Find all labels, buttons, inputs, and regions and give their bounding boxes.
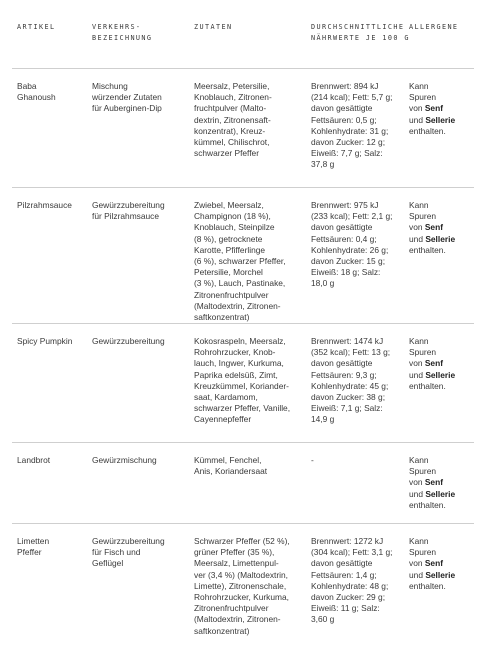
allergen-text: und — [409, 233, 423, 244]
table-row — [12, 324, 474, 443]
cell-artikel: Limetten Pfeffer — [17, 536, 50, 558]
allergen-text: und — [409, 488, 423, 499]
cell-artikel: Spicy Pumpkin — [17, 336, 73, 346]
allergen-text: und — [409, 569, 423, 580]
allergen-sellerie: Sellerie — [425, 114, 456, 125]
header-naehrwerte: DURCHSCHNITTLICHE NÄHRWERTE JE 100 G — [311, 23, 410, 42]
cell-zutaten: Meersalz, Petersilie, Knoblauch, Zitronen- fruchtpulver (Malto- dextrin, Zitronensaft- konzentrat), Kreuz- kümmel, Chilischrot, schwarzer Pfeffer — [194, 81, 272, 159]
cell-allergene — [409, 81, 471, 137]
allergen-senf: Senf — [424, 477, 443, 488]
allergen-sellerie: Sellerie — [425, 369, 456, 380]
allergen-senf: Senf — [424, 103, 443, 114]
allergen-text: und — [409, 114, 423, 125]
table-row — [12, 443, 474, 524]
cell-naehrwerte: Brennwert: 1474 kJ (352 kcal); Fett: 13 g; davon gesättigte Fettsäuren: 9,3 g; Kohlenhydrate: 45 g; davon Zucker: 38 g; Eiweiß: 7,1 g; Salz: 14,9 g — [311, 336, 391, 425]
cell-artikel: Pilzrahmsauce — [17, 200, 72, 210]
allergen-senf: Senf — [424, 222, 443, 233]
header-allergene: ALLERGENE — [409, 23, 459, 31]
cell-artikel: Landbrot — [17, 455, 51, 465]
allergen-text: Kann Spuren von — [409, 536, 437, 569]
cell-allergene — [409, 536, 471, 592]
allergen-text: Kann Spuren von — [409, 455, 437, 488]
header-verkehrsbezeichnung: VERKEHRS- BEZEICHNUNG — [92, 23, 153, 42]
cell-allergene — [409, 455, 471, 511]
cell-bezeichnung: Gewürzmischung — [92, 455, 157, 465]
cell-allergene — [409, 200, 471, 256]
allergen-sellerie: Sellerie — [425, 488, 456, 499]
allergen-senf: Senf — [424, 558, 443, 569]
cell-zutaten: Kokosraspeln, Meersalz, Rohrohrzucker, Knob- lauch, Ingwer, Kurkuma, Paprika edelsüß, Zimt, Kreuzkümmel, Koriander- saat, Kardamom, schwarzer Pfeffer, Vanille, Cayennepfeffer — [194, 336, 291, 425]
cell-allergene — [409, 336, 471, 392]
allergen-text: enthalten. — [409, 499, 446, 510]
allergen-text: Kann Spuren von — [409, 336, 437, 369]
cell-zutaten: Kümmel, Fenchel, Anis, Koriandersaat — [194, 455, 268, 477]
cell-naehrwerte: Brennwert: 1272 kJ (304 kcal); Fett: 3,1 g; davon gesättigte Fettsäuren: 1,4 g; Kohlenhydrate: 48 g; davon Zucker: 29 g; Eiweiß: 11 g; Salz: 3,60 g — [311, 536, 393, 625]
cell-bezeichnung: Gewürzzubereitung für Fisch und Geflügel — [92, 536, 165, 569]
allergen-text: enthalten. — [409, 125, 446, 136]
cell-naehrwerte: Brennwert: 975 kJ (233 kcal); Fett: 2,1 g; davon gesättigte Fettsäuren: 0,4 g; Kohlenhydrate: 26 g; davon Zucker: 15 g; Eiweiß: 18 g; Salz: 18,0 g — [311, 200, 393, 289]
table-row — [12, 188, 474, 324]
table-row — [12, 69, 474, 188]
allergen-text: Kann Spuren von — [409, 81, 437, 114]
allergen-text: enthalten. — [409, 244, 446, 255]
cell-bezeichnung: Gewürzzubereitung — [92, 336, 165, 346]
header-artikel: ARTIKEL — [17, 23, 56, 31]
allergen-table — [12, 16, 474, 649]
cell-naehrwerte: Brennwert: 894 kJ (214 kcal); Fett: 5,7 g; davon gesättigte Fettsäuren: 0,5 g; Kohlenhydrate: 31 g; davon Zucker: 12 g; Eiweiß: 7,7 g; Salz: 37,8 g — [311, 81, 393, 170]
cell-zutaten: Schwarzer Pfeffer (52 %), grüner Pfeffer (35 %), Meersalz, Limettenpul- ver (3,4 %) (Maltodextrin, Limette), Zitronenschale, Rohrohrzucker, Kurkuma, Zitronenfruchtpulver (Maltodextrin, Zitronen- saftkonzentrat) — [194, 536, 290, 636]
cell-naehrwerte: - — [311, 455, 314, 465]
table-header — [12, 16, 474, 69]
allergen-sellerie: Sellerie — [425, 569, 456, 580]
allergen-text: enthalten. — [409, 580, 446, 591]
allergen-text: enthalten. — [409, 380, 446, 391]
allergen-text: Kann Spuren von — [409, 200, 437, 233]
allergen-sellerie: Sellerie — [425, 233, 456, 244]
allergen-senf: Senf — [424, 358, 443, 369]
allergen-text: und — [409, 369, 423, 380]
cell-bezeichnung: Mischung würzender Zutaten für Auberginen-Dip — [92, 81, 162, 114]
cell-artikel: Baba Ghanoush — [17, 81, 56, 103]
header-zutaten: ZUTATEN — [194, 23, 233, 31]
table-row — [12, 524, 474, 649]
cell-zutaten: Zwiebel, Meersalz, Champignon (18 %), Knoblauch, Steinpilze (8 %), getrocknete Karotte, Pfifferlinge (6 %), schwarzer Pfeffer, Petersilie, Morchel (3 %), Lauch, Pastinake, Zitronenfruchtpulver (Maltodextrin, Zitronen- saftkonzentrat) — [194, 200, 286, 323]
cell-bezeichnung: Gewürzzubereitung für Pilzrahmsauce — [92, 200, 165, 222]
